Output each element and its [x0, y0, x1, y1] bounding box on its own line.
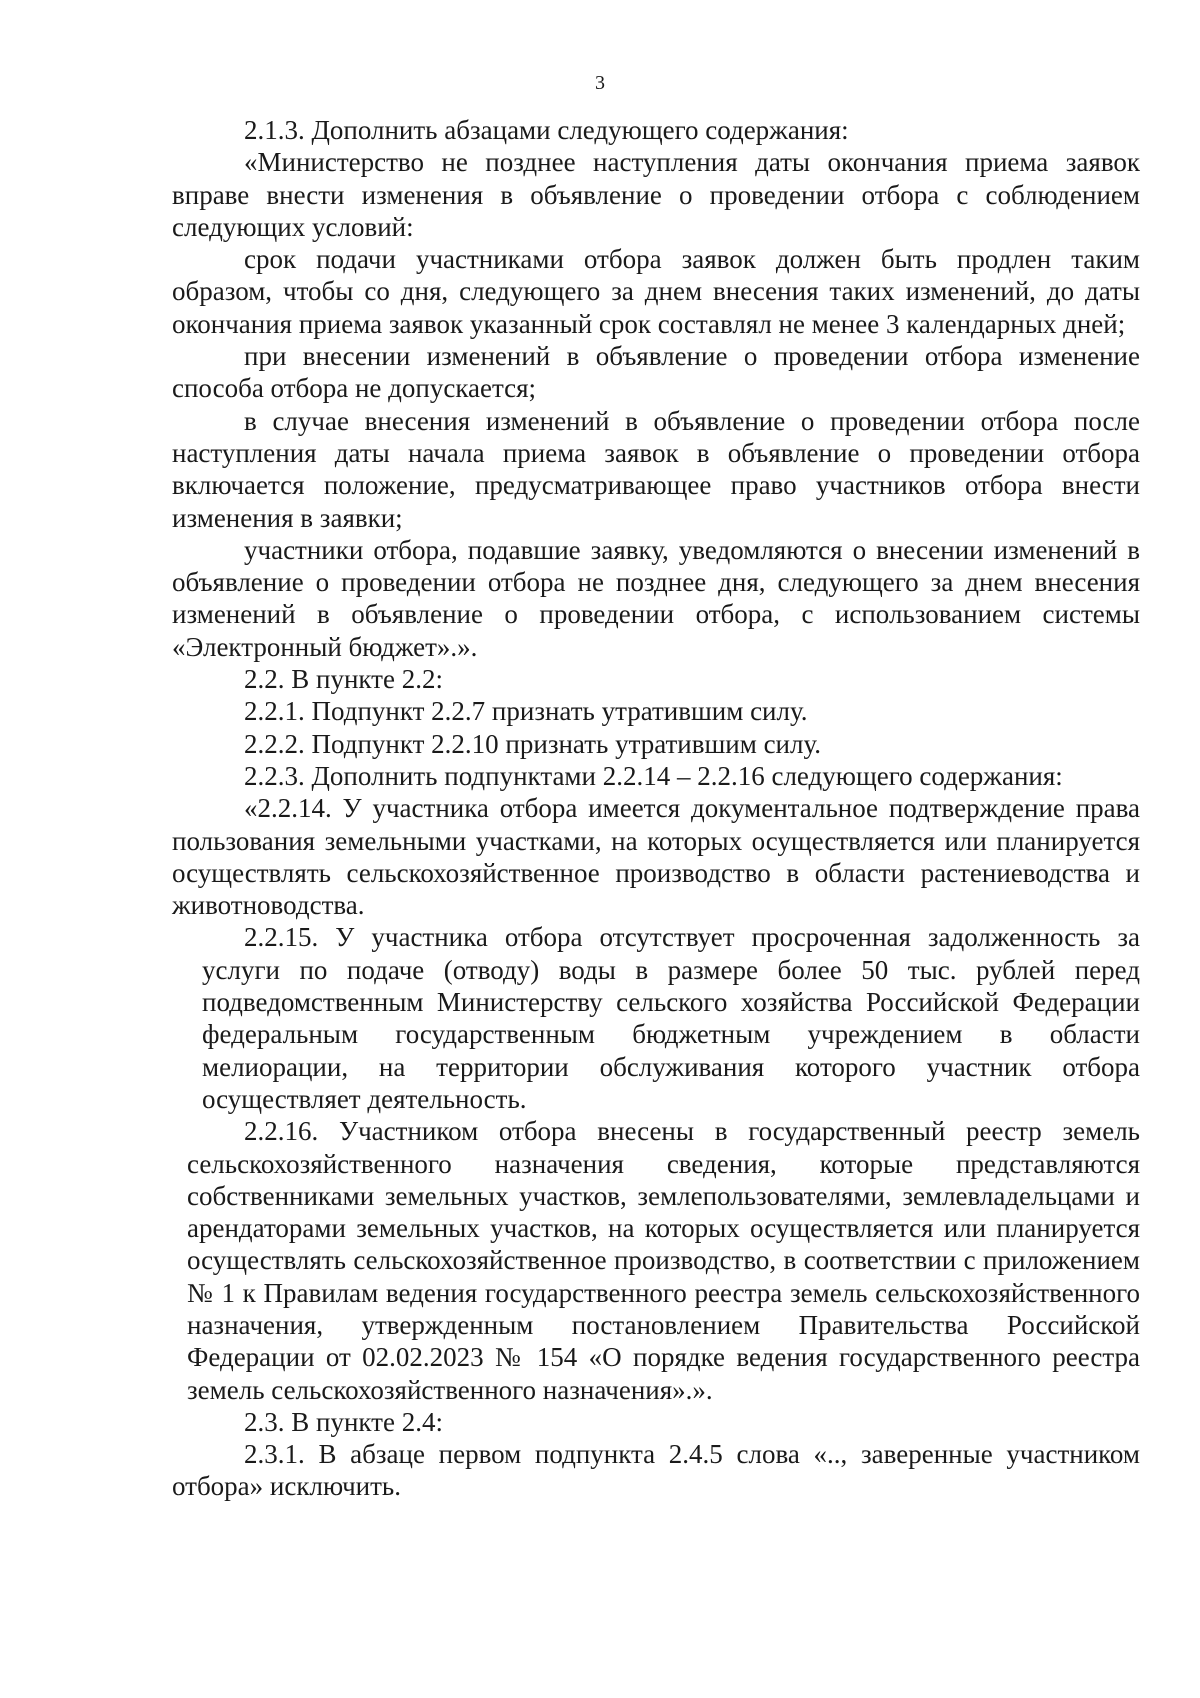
paragraph: 2.2.16. Участником отбора внесены в государственный реестр земель сельскохозяйственного назначения сведения, которые представляются собственниками земельных участков, землепользователями, землевладельцами и арендаторами земельных участков, на которых осуществляется или планируется осуществлять сельскохозяйственное производство, в соответствии с приложением № 1 к Правилам ведения государственного реестра земель сельскохозяйственного назначения, утвержденным постановлением Правительства Российской Федерации от 02.02.2023 № 154 «О порядке ведения государственного реестра земель сельскохозяйственного назначения».». [187, 1116, 1140, 1405]
document-body [172, 114, 1140, 1503]
paragraph: 2.3. В пункте 2.4: [244, 1406, 443, 1437]
paragraph: 2.1.3. Дополнить абзацами следующего содержания: [244, 115, 849, 145]
paragraph: 2.2.15. У участника отбора отсутствует просроченная задолженность за услуги по подаче (отводу) воды в размере более 50 тыс. рублей перед подведомственным Министерству сельского хозяйства Российской Федерации федеральным государственным бюджетным учреждением в области мелиорации, на территории обслуживания которого участник отбора осуществляет деятельность. [202, 922, 1140, 1114]
paragraph: 2.2.1. Подпункт 2.2.7 признать утратившим силу. [244, 696, 808, 727]
paragraph: в случае внесения изменений в объявление о проведении отбора после наступления даты начала приема заявок в объявление о проведении отбора включается положение, предусматривающее право участников отбора внести изменения в заявки; [172, 405, 1140, 533]
paragraph: при внесении изменений в объявление о проведении отбора изменение способа отбора не допускается; [172, 341, 1140, 404]
paragraph: 2.3.1. В абзаце первом подпункта 2.4.5 слова «.., заверенные участником отбора» исключить. [172, 1439, 1140, 1502]
paragraph: 2.2. В пункте 2.2: [244, 664, 443, 695]
paragraph: 2.2.2. Подпункт 2.2.10 признать утратившим силу. [244, 728, 822, 759]
paragraph: 2.2.3. Дополнить подпунктами 2.2.14 – 2.2.16 следующего содержания: [244, 760, 1063, 791]
paragraph: срок подачи участниками отбора заявок должен быть продлен таким образом, чтобы со дня, следующего за днем внесения таких изменений, до даты окончания приема заявок указанный срок составлял не менее 3 календарных дней; [172, 244, 1140, 339]
page-number: 3 [595, 72, 605, 94]
paragraph: участники отбора, подавшие заявку, уведомляются о внесении изменений в объявление о проведении отбора не позднее дня, следующего за днем внесения изменений в объявление о проведении отбора, с использованием системы «Электронный бюджет».». [172, 534, 1140, 662]
paragraph: «Министерство не позднее наступления даты окончания приема заявок вправе внести изменения в объявление о проведении отбора с соблюдением следующих условий: [172, 147, 1140, 242]
paragraph: «2.2.14. У участника отбора имеется документальное подтверждение права пользования земельными участками, на которых осуществляется или планируется осуществлять сельскохозяйственное производство в области растениеводства и животноводства. [172, 793, 1140, 921]
